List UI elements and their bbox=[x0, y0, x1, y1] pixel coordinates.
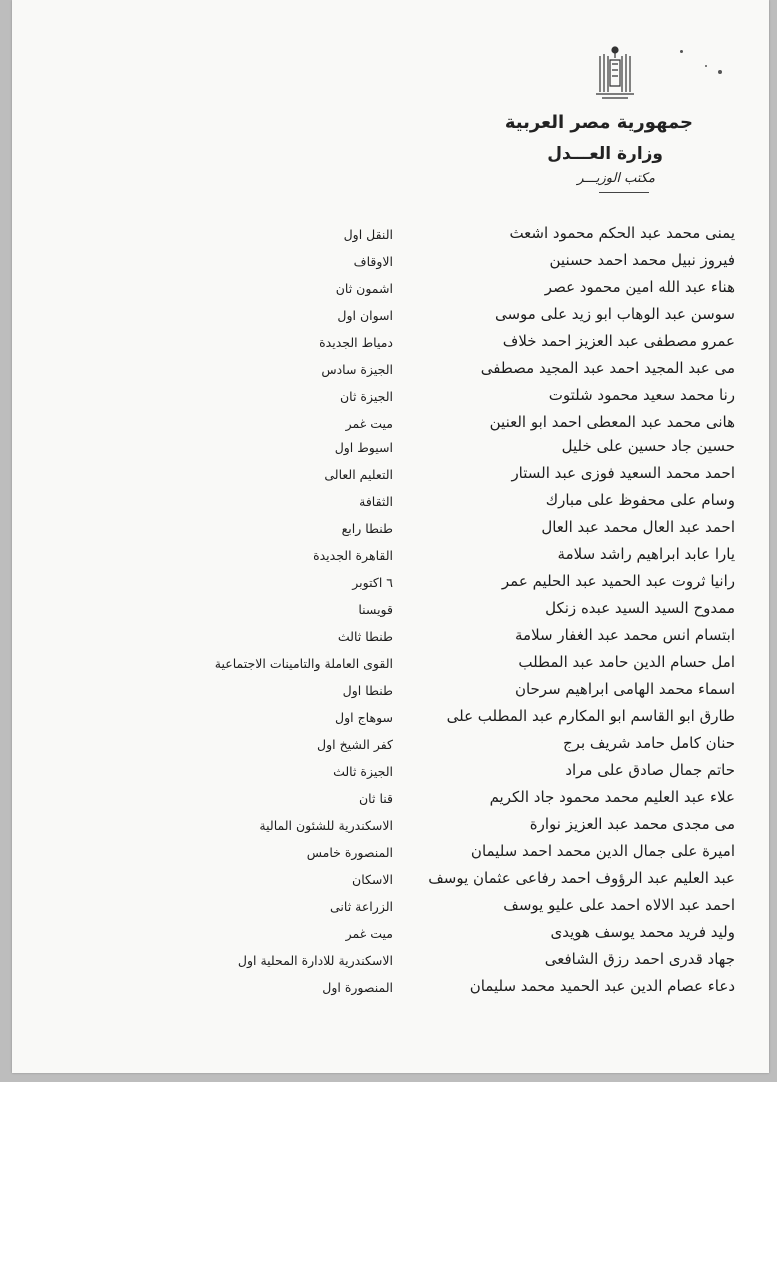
list-item bbox=[0, 653, 777, 677]
assigned-office: طنطا اول bbox=[342, 683, 393, 698]
list-item bbox=[0, 977, 777, 1001]
employee-name: سوسن عبد الوهاب ابو زيد على موسى bbox=[494, 305, 735, 323]
assigned-office: المنصورة اول bbox=[322, 980, 393, 995]
employee-name: عمرو مصطفى عبد العزيز احمد خلاف bbox=[502, 332, 735, 350]
employee-name: جهاد قدرى احمد رزق الشافعى bbox=[544, 950, 735, 968]
list-item bbox=[0, 545, 777, 569]
assigned-office: طنطا رابع bbox=[341, 521, 393, 536]
list-item bbox=[0, 815, 777, 839]
scan-speck bbox=[680, 50, 683, 53]
employee-name: وليد فريد محمد يوسف هويدى bbox=[550, 923, 735, 941]
assigned-office: الزراعة ثانى bbox=[329, 899, 393, 914]
scan-speck bbox=[718, 70, 722, 74]
list-item bbox=[0, 923, 777, 947]
employee-name: فيروز نبيل محمد احمد حسنين bbox=[549, 251, 735, 269]
assigned-office: ميت غمر bbox=[345, 416, 393, 431]
list-item bbox=[0, 761, 777, 785]
list-item bbox=[0, 224, 777, 248]
list-item bbox=[0, 491, 777, 515]
employee-name: رنا محمد سعيد محمود شلتوت bbox=[548, 386, 735, 404]
assigned-office: كفر الشيخ اول bbox=[317, 737, 393, 752]
scan-speck bbox=[705, 65, 707, 67]
list-item bbox=[0, 359, 777, 383]
assigned-office: المنصورة خامس bbox=[306, 845, 393, 860]
eagle-emblem-icon bbox=[590, 44, 640, 102]
header-office: مكتب الوزيـــر bbox=[577, 171, 655, 186]
employee-name: حسين جاد حسين على خليل bbox=[561, 437, 735, 455]
assigned-office: دمياط الجديدة bbox=[319, 335, 393, 350]
assigned-office: اشمون ثان bbox=[335, 281, 393, 296]
list-item bbox=[0, 251, 777, 275]
employee-name: ممدوح السيد السيد عبده زنكل bbox=[545, 599, 735, 617]
list-item bbox=[0, 332, 777, 356]
employee-name: رانيا ثروت عبد الحميد عبد الحليم عمر bbox=[501, 572, 735, 590]
list-item bbox=[0, 572, 777, 596]
employee-name: وسام على محفوظ على مبارك bbox=[545, 491, 735, 509]
employee-name: مى عبد المجيد احمد عبد المجيد مصطفى bbox=[480, 359, 735, 377]
employee-name: حنان كامل حامد شريف برج bbox=[563, 734, 735, 752]
list-item bbox=[0, 788, 777, 812]
employee-name: ابتسام انس محمد عبد الغفار سلامة bbox=[515, 626, 735, 644]
list-item bbox=[0, 869, 777, 893]
assigned-office: الثقافة bbox=[359, 494, 393, 509]
assigned-office: الاسكان bbox=[352, 872, 393, 887]
list-item bbox=[0, 464, 777, 488]
employee-name: امل حسام الدين حامد عبد المطلب bbox=[518, 653, 735, 671]
employee-name: علاء عبد العليم محمد محمود جاد الكريم bbox=[489, 788, 735, 806]
list-item bbox=[0, 734, 777, 758]
employee-name: يمنى محمد عبد الحكم محمود اشعث bbox=[509, 224, 735, 242]
assigned-office: القاهرة الجديدة bbox=[313, 548, 393, 563]
assigned-office: الجيزة سادس bbox=[321, 362, 393, 377]
list-item bbox=[0, 305, 777, 329]
assigned-office: الاسكندرية للادارة المحلية اول bbox=[237, 953, 393, 968]
header-ministry: وزارة العـــدل bbox=[547, 144, 663, 164]
assigned-office: الاوقاف bbox=[353, 254, 393, 269]
assigned-office: الجيزة ثالث bbox=[333, 764, 393, 779]
assigned-office: الاسكندرية للشئون المالية bbox=[259, 818, 393, 833]
list-item bbox=[0, 599, 777, 623]
header-divider bbox=[599, 192, 649, 193]
employee-name: عبد العليم عبد الرؤوف احمد رفاعى عثمان يوسف bbox=[428, 869, 735, 887]
assigned-office: ميت غمر bbox=[345, 926, 393, 941]
list-item bbox=[0, 413, 777, 437]
assigned-office: قنا ثان bbox=[359, 791, 393, 806]
assigned-office: النقل اول bbox=[343, 227, 393, 242]
list-item bbox=[0, 437, 777, 461]
list-item bbox=[0, 842, 777, 866]
assigned-office: طنطا ثالث bbox=[337, 629, 393, 644]
assigned-office: اسيوط اول bbox=[334, 440, 393, 455]
assigned-office: التعليم العالى bbox=[324, 467, 393, 482]
employee-name: يارا عابد ابراهيم راشد سلامة bbox=[557, 545, 735, 563]
employee-name: مى مجدى محمد عبد العزيز نوارة bbox=[529, 815, 735, 833]
list-item bbox=[0, 707, 777, 731]
employee-name: احمد عبد الالاه احمد على عليو يوسف bbox=[503, 896, 735, 914]
assigned-office: سوهاج اول bbox=[335, 710, 393, 725]
employee-name: اميرة على جمال الدين محمد احمد سليمان bbox=[470, 842, 735, 860]
assigned-office: ٦ اكتوبر bbox=[352, 575, 393, 590]
employee-name: طارق ابو القاسم ابو المكارم عبد المطلب على bbox=[446, 707, 735, 725]
list-item bbox=[0, 518, 777, 542]
employee-name: حاتم جمال صادق على مراد bbox=[565, 761, 735, 779]
header-republic: جمهورية مصر العربية bbox=[504, 112, 693, 133]
employee-name: احمد محمد السعيد فوزى عبد الستار bbox=[511, 464, 735, 482]
list-item bbox=[0, 386, 777, 410]
assigned-office: القوى العاملة والتامينات الاجتماعية bbox=[214, 656, 393, 671]
employee-name: هناء عبد الله امين محمود عصر bbox=[544, 278, 735, 296]
list-item bbox=[0, 680, 777, 704]
list-item bbox=[0, 896, 777, 920]
employee-name: هانى محمد عبد المعطى احمد ابو العنين bbox=[489, 413, 735, 431]
assigned-office: الجيزة ثان bbox=[339, 389, 393, 404]
employee-name: اسماء محمد الهامى ابراهيم سرحان bbox=[514, 680, 735, 698]
employee-name: دعاء عصام الدين عبد الحميد محمد سليمان bbox=[469, 977, 735, 995]
employee-name: احمد عبد العال محمد عبد العال bbox=[541, 518, 735, 536]
assigned-office: اسوان اول bbox=[337, 308, 393, 323]
list-item bbox=[0, 950, 777, 974]
list-item bbox=[0, 278, 777, 302]
assigned-office: قويسنا bbox=[358, 602, 393, 617]
list-item bbox=[0, 626, 777, 650]
